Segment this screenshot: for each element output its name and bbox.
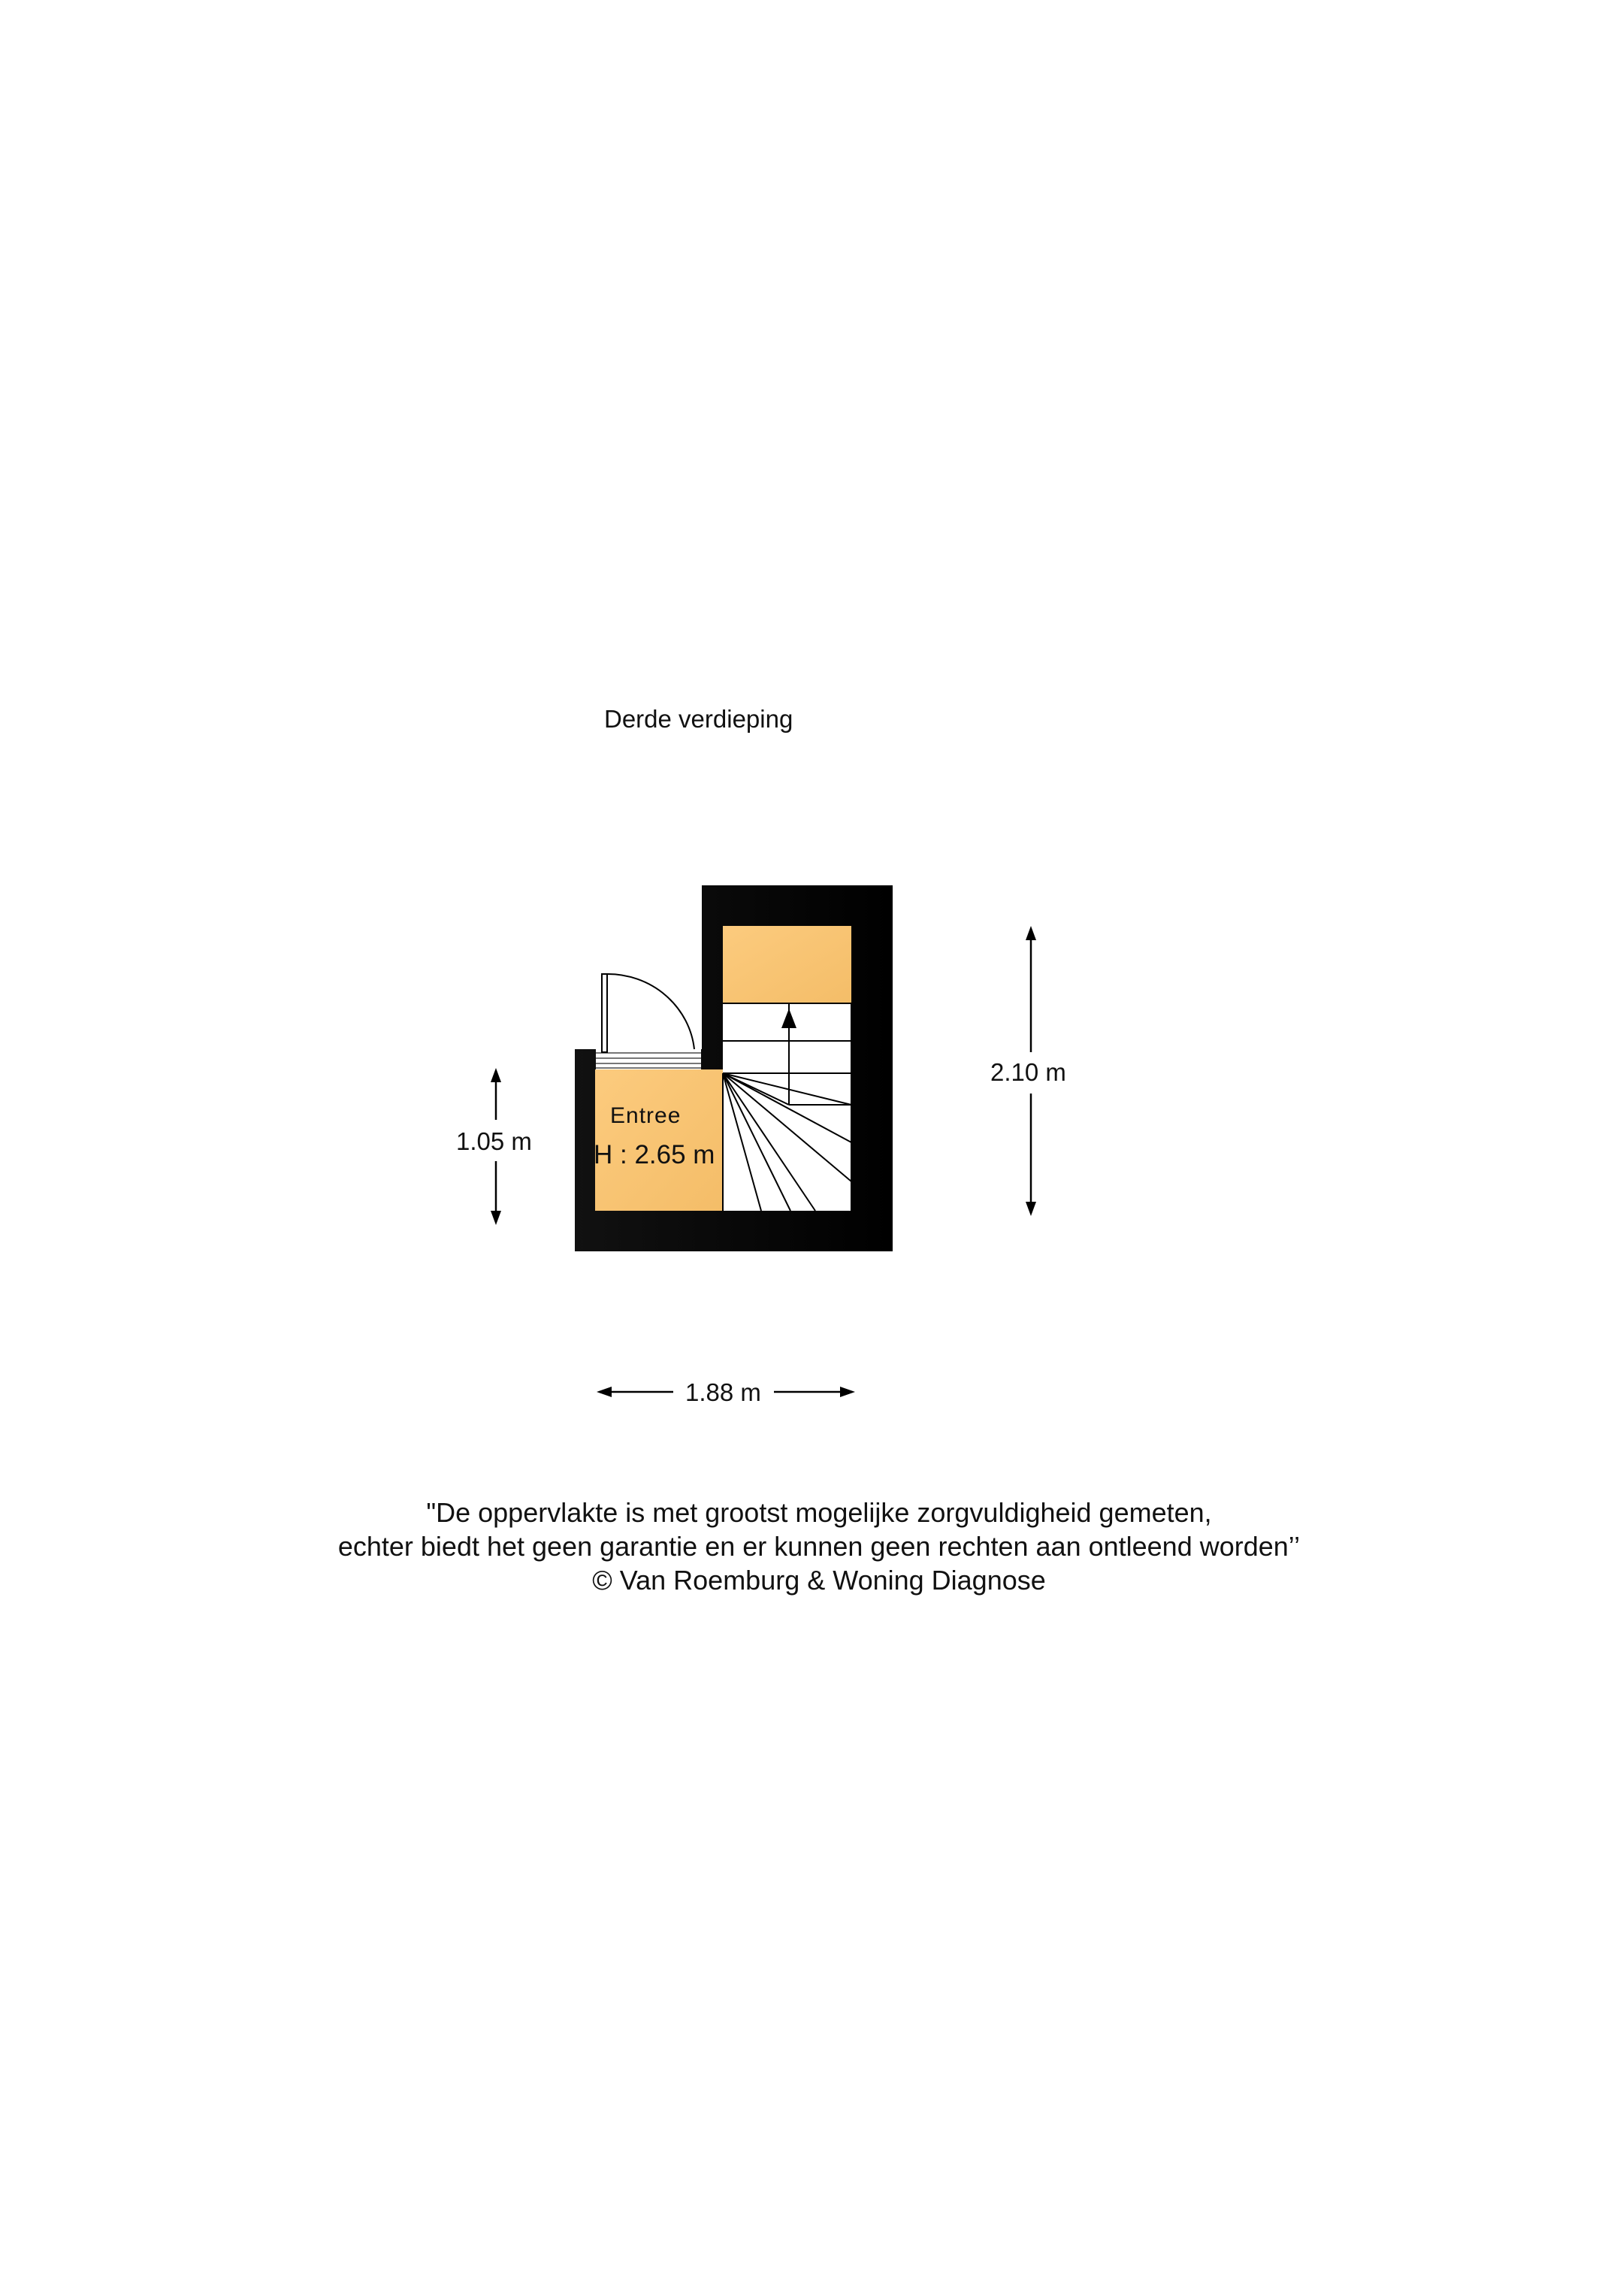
floor-title: Derde verdieping xyxy=(604,705,793,733)
door-swing xyxy=(602,974,694,1052)
disclaimer-line: echter biedt het geen garantie en er kunnen geen rechten aan ontleend worden’’ xyxy=(337,1531,1301,1562)
arrow-down-icon xyxy=(1026,1202,1036,1216)
arrow-down-icon xyxy=(491,1211,501,1225)
arrow-left-icon xyxy=(597,1387,612,1397)
arrow-up-icon xyxy=(491,1068,501,1082)
landing-floor xyxy=(723,926,851,1003)
dimension-right-label: 2.10 m xyxy=(990,1058,1066,1086)
room-height: H : 2.65 m xyxy=(594,1140,715,1169)
dimension-bottom-label: 1.88 m xyxy=(685,1378,761,1406)
disclaimer-line: "De oppervlakte is met grootst mogelijke zorgvuldigheid gemeten, xyxy=(426,1497,1212,1528)
room-name: Entree xyxy=(610,1103,682,1128)
disclaimer xyxy=(286,1496,1352,1597)
arrow-up-icon xyxy=(1026,926,1036,940)
dimension-left-label: 1.05 m xyxy=(456,1127,532,1155)
arrow-right-icon xyxy=(840,1387,855,1397)
copyright-line: © Van Roemburg & Woning Diagnose xyxy=(592,1565,1046,1596)
